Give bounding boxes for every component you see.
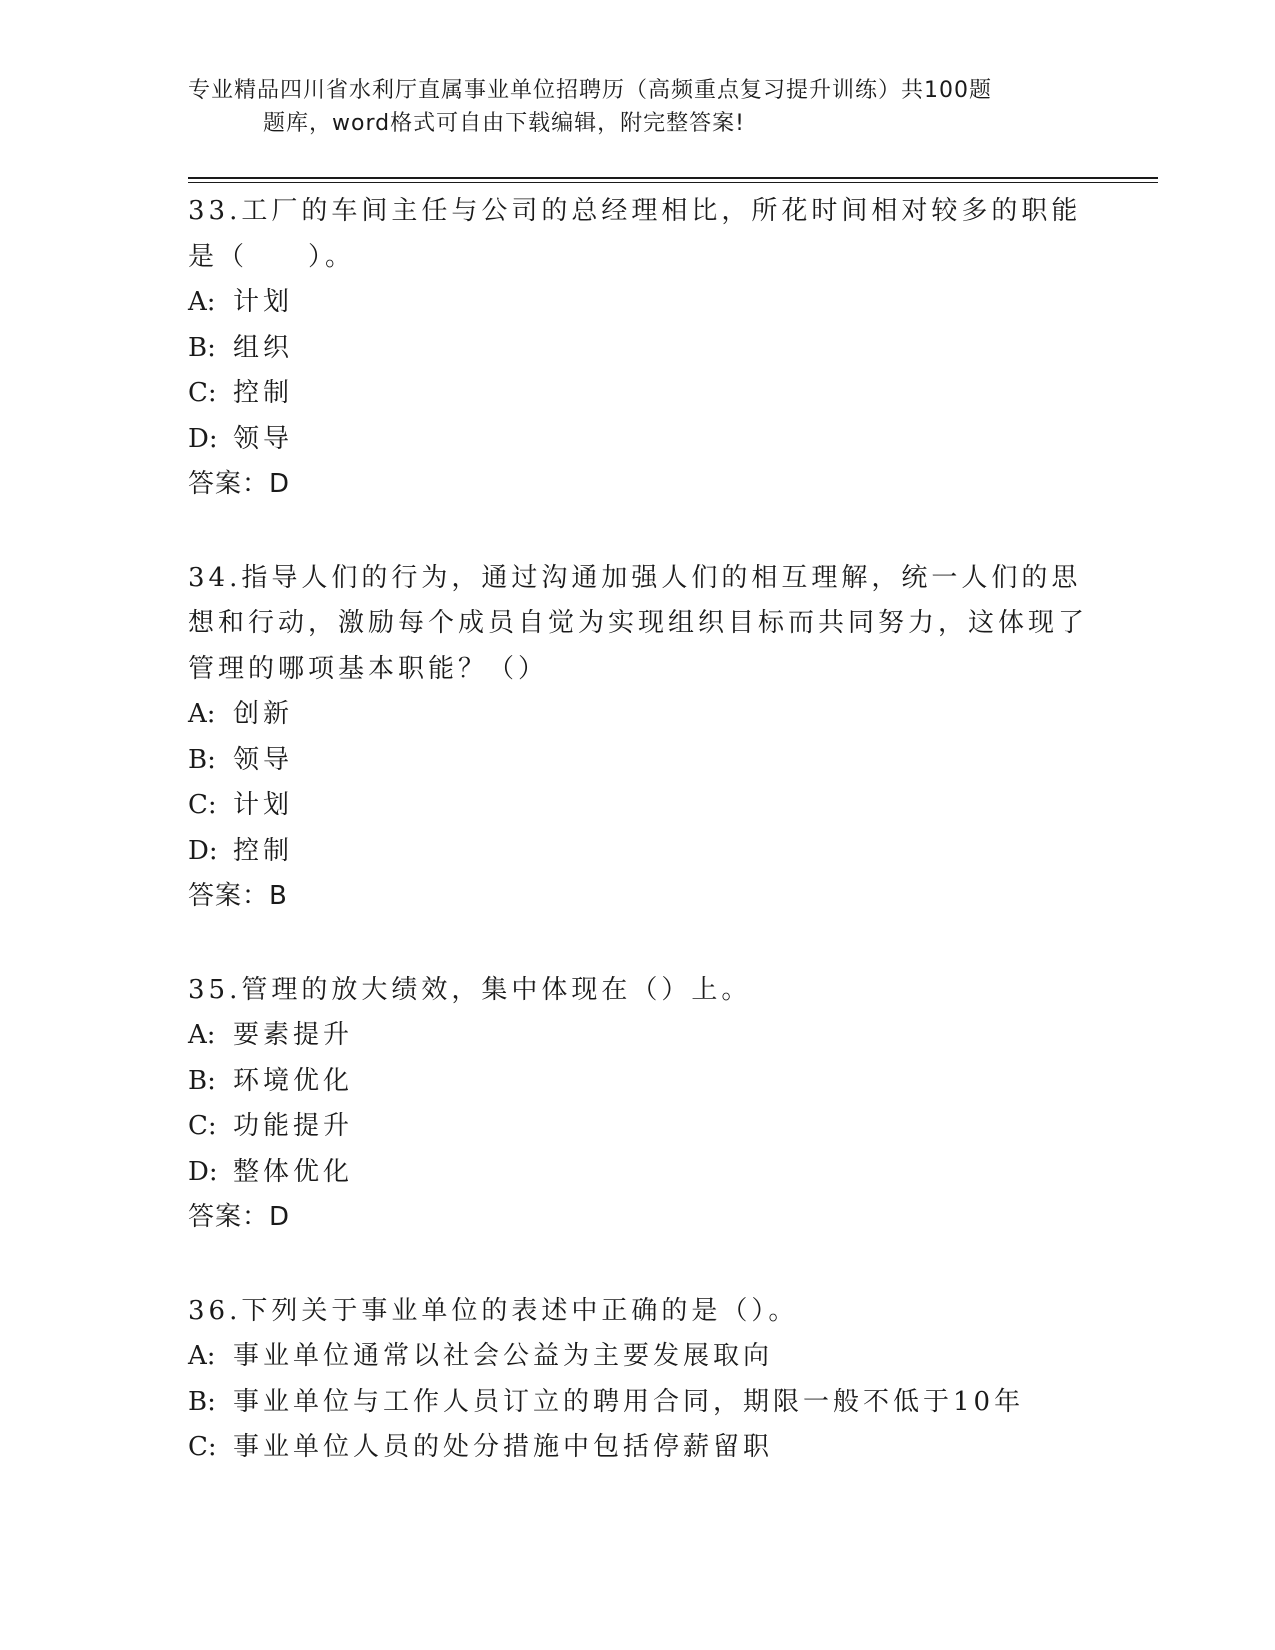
option-d	[188, 1150, 1088, 1196]
option-label: B:	[188, 744, 216, 775]
option-label: C:	[188, 1111, 217, 1141]
question-33	[188, 189, 1088, 508]
question-text: 34.指导人们的行为，通过沟通加强人们的相互理解，统一人们的思想和行动，激励每个成员自觉为实现组织目标而共同努力，这体现了管理的哪项基本职能？（）	[188, 562, 1089, 684]
option-c	[188, 371, 1088, 417]
answer-line: 答案：D	[188, 1202, 291, 1232]
answer-line: 答案：B	[188, 881, 288, 911]
option-label: A:	[188, 287, 216, 317]
option-d	[188, 829, 1088, 875]
question-text: 36.下列关于事业单位的表述中正确的是（）。	[188, 1295, 799, 1326]
option-label: C:	[188, 378, 217, 408]
option-a	[188, 1013, 1088, 1059]
option-b	[188, 738, 1088, 784]
option-c	[188, 1425, 1088, 1471]
option-label: B:	[188, 1065, 216, 1096]
option-text: 控制	[233, 835, 294, 866]
header-divider-thin	[188, 182, 1158, 183]
option-label: A:	[188, 1020, 216, 1050]
option-b	[188, 1380, 1088, 1426]
option-text: 整体优化	[233, 1156, 354, 1187]
option-text: 组织	[233, 332, 294, 363]
option-c	[188, 1104, 1088, 1150]
option-label: A:	[188, 699, 216, 729]
option-text: 计划	[233, 790, 294, 820]
option-text: 领导	[233, 423, 294, 454]
option-text: 创新	[233, 699, 294, 729]
option-b	[188, 326, 1088, 372]
question-36	[188, 1289, 1088, 1471]
option-c	[188, 783, 1088, 829]
option-label: A:	[188, 1341, 216, 1371]
option-text: 控制	[233, 378, 294, 408]
option-text: 事业单位人员的处分措施中包括停薪留职	[233, 1432, 774, 1462]
option-label: B:	[188, 332, 216, 363]
option-text: 环境优化	[233, 1065, 354, 1096]
option-text: 事业单位与工作人员订立的聘用合同，期限一般不低于10年	[233, 1386, 1025, 1417]
option-label: C:	[188, 1432, 217, 1462]
header-title-line1: 专业精品四川省水利厅直属事业单位招聘历（高频重点复习提升训练）共100题	[188, 78, 992, 103]
option-label: D:	[188, 1156, 218, 1187]
option-a	[188, 692, 1088, 738]
answer-line: 答案：D	[188, 469, 291, 499]
option-a	[188, 1334, 1088, 1380]
option-d	[188, 417, 1088, 463]
page-header	[188, 74, 1088, 140]
header-divider-thick	[188, 177, 1158, 179]
question-text: 33.工厂的车间主任与公司的总经理相比，所花时间相对较多的职能是（ ）。	[188, 196, 1082, 272]
option-text: 领导	[233, 744, 294, 775]
option-label: C:	[188, 790, 217, 820]
option-text: 要素提升	[233, 1020, 354, 1050]
question-list	[188, 189, 1088, 1519]
question-35	[188, 968, 1088, 1241]
question-text: 35.管理的放大绩效，集中体现在（）上。	[188, 974, 752, 1005]
option-text: 事业单位通常以社会公益为主要发展取向	[233, 1341, 774, 1371]
option-b	[188, 1059, 1088, 1105]
option-text: 功能提升	[233, 1111, 354, 1141]
option-label: B:	[188, 1386, 216, 1417]
option-a	[188, 280, 1088, 326]
option-text: 计划	[233, 287, 294, 317]
question-34	[188, 556, 1088, 920]
option-label: D:	[188, 835, 218, 866]
option-label: D:	[188, 423, 218, 454]
header-title-line2: 题库，word格式可自由下载编辑，附完整答案!	[263, 111, 745, 136]
